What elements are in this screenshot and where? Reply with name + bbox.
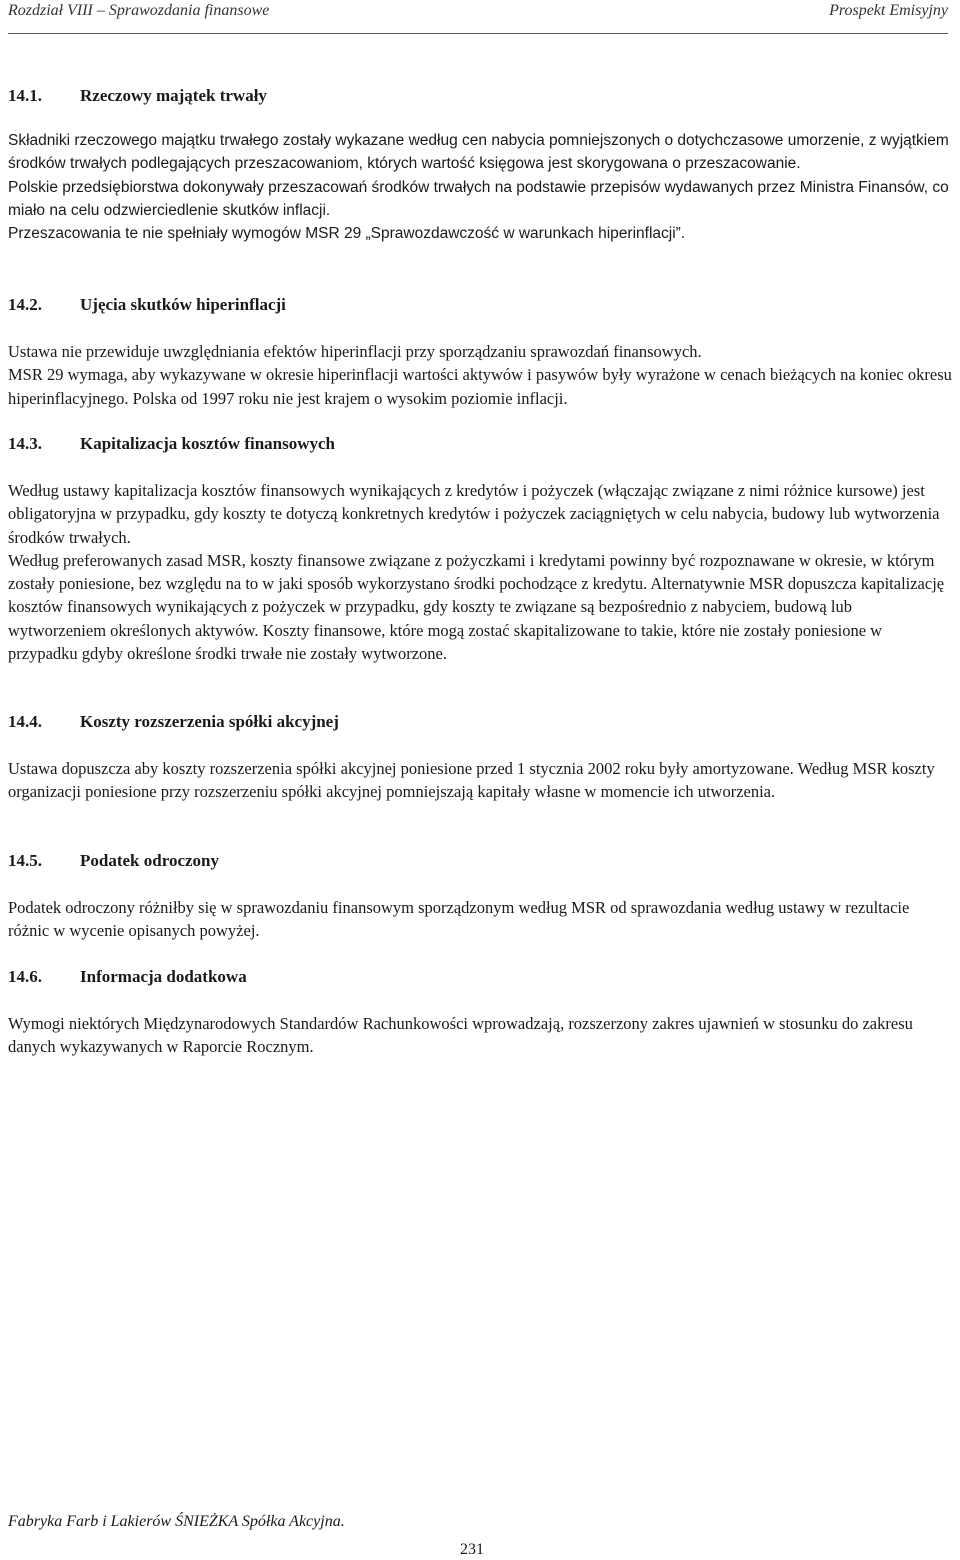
section-title: Ujęcia skutków hiperinflacji [80, 295, 286, 314]
section-14-3-body [8, 479, 952, 665]
header-document-title: Prospekt Emisyjny [829, 2, 948, 19]
section-14-5-body [8, 896, 952, 943]
section-number: 14.6. [8, 967, 42, 986]
paragraph: MSR 29 wymaga, aby wykazywane w okresie hiperinflacji wartości aktywów i pasywów były wyrażone w cenach bieżących na koniec okresu hiperinflacyjnego. Polska od 1997 roku nie jest krajem o wysokim poziomie inflacji. [8, 365, 952, 408]
section-number: 14.3. [8, 434, 42, 453]
section-14-4 [8, 711, 952, 733]
section-heading [8, 433, 952, 455]
section-heading [8, 85, 952, 107]
paragraph: Wymogi niektórych Międzynarodowych Standardów Rachunkowości wprowadzają, rozszerzony zakres ujawnień w stosunku do zakresu danych wykazywanych w Raporcie Rocznym. [8, 1014, 913, 1057]
section-number: 14.5. [8, 851, 42, 870]
section-14-1-body [8, 129, 952, 245]
section-title: Podatek odroczony [80, 851, 219, 870]
section-14-3 [8, 433, 952, 455]
section-14-5 [8, 850, 952, 872]
section-title: Kapitalizacja kosztów finansowych [80, 434, 335, 453]
paragraph: Ustawa nie przewiduje uwzględniania efektów hiperinflacji przy sporządzaniu sprawozdań finansowych. [8, 342, 702, 361]
section-number: 14.2. [8, 295, 42, 314]
paragraph: Ustawa dopuszcza aby koszty rozszerzenia spółki akcyjnej poniesione przed 1 stycznia 2002 roku były amortyzowane. Według MSR koszty organizacji poniesione przy rozszerzeniu spółki akcyjnej pomniejszają kapitały własne w momencie ich utworzenia. [8, 759, 935, 802]
section-heading [8, 711, 952, 733]
section-title: Koszty rozszerzenia spółki akcyjnej [80, 712, 339, 731]
section-heading [8, 850, 952, 872]
page-header [8, 0, 948, 34]
paragraph: Według preferowanych zasad MSR, koszty finansowe związane z pożyczkami i kredytami powinny być rozpoznawane w okresie, w którym zostały poniesione, bez względu na to w jaki sposób wykorzystano środki pochodzące z kredytu. Alternatywnie MSR dopuszcza kapitalizację kosztów finansowych wynikających z pożyczek w przypadku, gdy koszty te związane są bezpośrednio z nabyciem, budową lub wytworzeniem określonych aktywów. Koszty finansowe, które mogą zostać skapitalizowane to takie, które nie zostały poniesione w przypadku gdyby określone środki trwałe nie zostały wytworzone. [8, 550, 945, 664]
paragraph: Przeszacowania te nie spełniały wymogów MSR 29 „Sprawozdawczość w warunkach hiperinflacji”. [8, 225, 686, 243]
footer-company-name: Fabryka Farb i Lakierów ŚNIEŻKA Spółka Akcyjna. [8, 1513, 345, 1530]
section-number: 14.4. [8, 712, 42, 731]
page-number: 231 [460, 1541, 484, 1558]
paragraph: Podatek odroczony różniłby się w sprawozdaniu finansowym sporządzonym według MSR od sprawozdania według ustawy w rezultacie różnic w wycenie opisanych powyżej. [8, 898, 910, 941]
section-number: 14.1. [8, 86, 42, 105]
section-14-4-body [8, 757, 952, 804]
section-title: Informacja dodatkowa [80, 967, 247, 986]
header-chapter-title: Rozdział VIII – Sprawozdania finansowe [8, 2, 270, 19]
section-14-6-body [8, 1012, 952, 1059]
paragraph: Składniki rzeczowego majątku trwałego zostały wykazane według cen nabycia pomniejszonych o dotychczasowe umorzenie, z wyjątkiem środków trwałych podlegających przeszacowaniom, których wartość księgowa jest skorygowana o przeszacowanie. [8, 132, 949, 173]
section-heading [8, 294, 952, 316]
section-14-2-body [8, 340, 952, 410]
section-14-1 [8, 85, 952, 107]
section-14-2 [8, 294, 952, 316]
paragraph: Według ustawy kapitalizacja kosztów finansowych wynikających z kredytów i pożyczek (włączając związane z nimi różnice kursowe) jest obligatoryjna w przypadku, gdy koszty te dotyczą konkretnych kredytów i pożyczek zaciągniętych w celu nabycia, budowy lub wytworzenia środków trwałych. [8, 481, 940, 547]
section-title: Rzeczowy majątek trwały [80, 86, 267, 105]
section-14-6 [8, 966, 952, 988]
paragraph: Polskie przedsiębiorstwa dokonywały przeszacowań środków trwałych na podstawie przepisów wydawanych przez Ministra Finansów, co miało na celu odzwierciedlenie skutków inflacji. [8, 178, 949, 219]
section-heading [8, 966, 952, 988]
